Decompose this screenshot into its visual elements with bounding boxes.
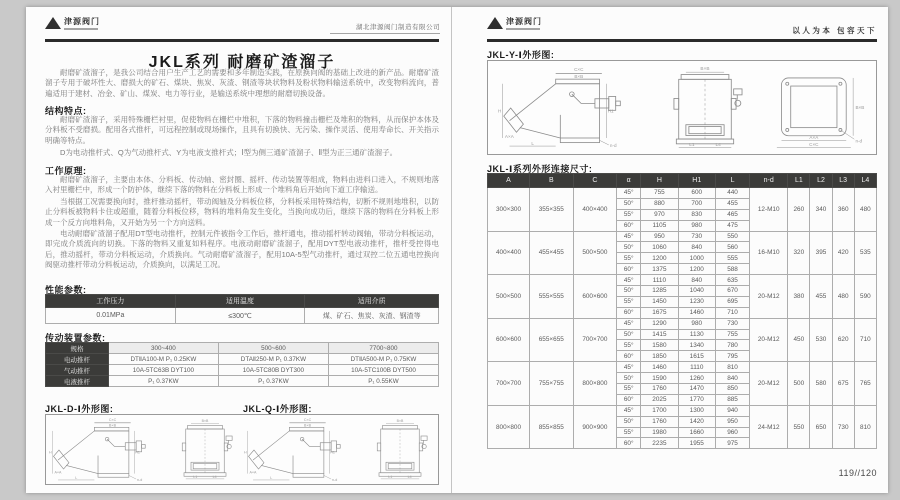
table-cell: 1110 [678,362,715,373]
company-name-block [266,22,440,34]
drawing-label-d: JKL-D-Ⅰ外形图: [45,404,114,414]
dimensions-table [487,173,877,449]
svg-text:L1: L1 [388,474,393,479]
table-header-cell: n-d [750,174,788,188]
chute-front-view-drawing [365,417,435,483]
performance-table [45,294,439,324]
table-cell: 650 [810,405,832,449]
table-header-cell: L4 [854,174,876,188]
perf-value-medium: 煤、矿石、焦炭、灰渣、钢渣等 [305,308,439,324]
table-cell: 900×900 [573,405,617,449]
table-header-cell: L3 [832,174,854,188]
table-cell: 730 [715,318,749,329]
table-cell: 535 [854,231,876,275]
table-cell: 16-M10 [750,231,788,275]
svg-text:L: L [75,475,78,480]
table-cell: DTⅡA500-M P₁ 0.75KW [328,354,438,365]
chute-side-view-drawing [244,417,362,483]
table-header-cell: B [530,174,574,188]
svg-text:B×B: B×B [303,422,311,427]
table-cell: 700×700 [488,362,530,406]
table-cell: 50° [617,373,641,384]
company-slogan: 以人为本 包容天下 [792,26,877,35]
table-cell: 670 [715,286,749,297]
table-cell: 50° [617,286,641,297]
table-cell: 60° [617,264,641,275]
table-cell: 55° [617,427,641,438]
table-cell: 1285 [641,286,678,297]
table-cell: 500~600 [218,343,328,354]
table-cell: 970 [641,209,678,220]
perf-header-temperature: 适用温度 [175,295,305,308]
svg-text:H: H [497,108,501,114]
table-cell: 475 [715,220,749,231]
principle-paragraph-3: 电动耐磨矿渣溜子配用DT型电动推杆，控制元件被指令工作后，推杆通电，推动摇杆转动阀轴，带动分料板运动，即完成介质流向的切换。下落的物料又重复如料程序。电液动耐磨矿渣溜子，配用DYT型电液动推杆，推杆受控得电后，推动摇杆，带动分料板运动，介质换向。气动耐磨矿渣溜子，配用10A-5型气动推杆，通过双控二位五通电控换向阀驱动推杆带动分料板运动，介质换向，以满足工况。 [45,229,439,269]
table-cell: 550 [715,231,749,242]
table-cell: 480 [854,188,876,232]
table-cell: 765 [854,362,876,406]
svg-text:C×C: C×C [303,417,311,422]
logo-triangle-icon [487,17,503,29]
svg-text:B×B: B×B [573,73,583,79]
section-heading-transmission: 传动装置参数: [45,333,106,343]
table-cell: 980 [678,318,715,329]
table-cell: 1260 [678,373,715,384]
table-cell: 880 [641,198,678,209]
table-cell: 45° [617,362,641,373]
svg-text:A×A: A×A [504,133,514,139]
svg-text:H1: H1 [135,450,141,455]
svg-text:L1: L1 [193,474,198,479]
table-cell: 60° [617,220,641,231]
table-cell: 1700 [641,405,678,416]
table-cell: 320 [788,231,810,275]
table-cell: 10A-5TC63B DYT100 [108,365,218,376]
table-cell: 620 [832,318,854,362]
table-cell: 600×600 [488,318,530,362]
table-header-cell: H [641,174,678,188]
table-cell: 360 [832,188,854,232]
company-subtext-line [330,33,440,35]
table-cell: 940 [715,405,749,416]
table-cell: 60° [617,438,641,449]
perf-value-temperature: ≤300℃ [175,308,305,324]
table-cell: 980 [678,220,715,231]
table-cell: 45° [617,318,641,329]
table-cell: 2025 [641,394,678,405]
table-cell: 755×755 [530,362,574,406]
logo-text: 津源阀门 [506,17,542,26]
principle-paragraph-1: 耐磨矿渣溜子，主要由本体、分料板、传动轴、密封圈、摇杆、传动装置等组成，物料由进料口进入，不规则地落入衬里栅栏中，形成一个防护体，继续下落的物料在分料板上形成一个堆料角后开始向下道工序输送。 [45,175,439,195]
table-header-cell: 规格 [46,343,109,354]
table-cell: 840 [715,373,749,384]
table-cell: 420 [832,231,854,275]
svg-text:H: H [49,450,52,455]
section-heading-principle: 工作原理: [45,166,87,176]
principle-paragraph-2: 当根据工况需要换向时，推杆推动摇杆，带动阀轴及分料板位移，分料板采用特殊结构，切断不规则地堆积，以防止分料板被物料卡住或超重，随着分料板位移，物料的堆料角发生变化，当换向成功后，继续下落的物料在分料板上形成一个反方向堆料角，又开始为另一个方向送料。 [45,197,439,227]
chute-front-view-drawing [170,417,240,483]
table-cell: 840 [678,242,715,253]
table-cell: 780 [715,340,749,351]
table-cell: 450 [788,318,810,362]
table-header-cell: 电液推杆 [46,376,109,387]
chute-front-view-q [365,417,435,483]
table-cell: 440 [715,188,749,199]
table-cell: DTAⅡ250-M P₁ 0.37KW [218,354,328,365]
table-cell: 950 [715,416,749,427]
table-cell: 555×555 [530,275,574,319]
table-cell: 700×700 [573,318,617,362]
table-cell: 635 [715,275,749,286]
table-cell: 50° [617,198,641,209]
table-header-cell: α [617,174,641,188]
table-cell: 395 [810,231,832,275]
table-cell: 960 [715,427,749,438]
chute-side-view-drawing [498,65,648,151]
svg-text:L4: L4 [715,142,721,148]
table-cell: 455 [715,198,749,209]
outline-drawings-left [45,414,439,485]
svg-text:n-d: n-d [609,142,617,148]
table-cell: 45° [617,275,641,286]
table-cell: 700 [678,198,715,209]
table-cell: 1375 [641,264,678,275]
svg-text:B×B: B×B [700,66,710,72]
svg-text:L: L [269,475,272,480]
table-cell: 1060 [641,242,678,253]
table-cell: 975 [715,438,749,449]
chute-side-view-y [498,65,648,151]
table-cell: 1300 [678,405,715,416]
flange-plan-drawing [763,65,867,151]
table-cell: 600 [678,188,715,199]
table-cell: 55° [617,209,641,220]
svg-text:A×A: A×A [249,470,256,475]
perf-value-pressure: 0.01MPa [46,308,176,324]
table-cell: 830 [678,209,715,220]
table-cell: 800×800 [488,405,530,449]
table-cell: 1980 [641,427,678,438]
table-cell: 810 [854,405,876,449]
table-cell: 480 [832,275,854,319]
section-heading-structure: 结构特点: [45,106,87,116]
table-cell: 10A-5TC100B DYT500 [328,365,438,376]
table-cell: 12-M10 [750,188,788,232]
svg-text:B×B: B×B [396,418,404,423]
table-cell: 1110 [641,275,678,286]
svg-text:C×C: C×C [573,66,583,72]
table-cell: 45° [617,405,641,416]
table-cell: 560 [715,242,749,253]
page-number: 119//120 [838,468,877,478]
table-cell: 400×400 [573,188,617,232]
table-cell: 580 [810,362,832,406]
chute-side-view-drawing [49,417,167,483]
table-cell: 500×500 [573,231,617,275]
svg-text:n-d: n-d [137,477,143,482]
page-title: JKL系列 耐磨矿渣溜子 [148,54,336,71]
table-cell: 550 [788,405,810,449]
page-spread [26,7,888,493]
table-cell: 50° [617,242,641,253]
table-cell: 2235 [641,438,678,449]
table-cell: 588 [715,264,749,275]
table-cell: 500 [788,362,810,406]
table-cell: 695 [715,296,749,307]
table-cell: 1590 [641,373,678,384]
table-cell: 500×500 [488,275,530,319]
svg-text:B×B: B×B [854,104,864,110]
page-divider [451,7,452,493]
table-cell: 840 [678,275,715,286]
table-cell: 1580 [641,340,678,351]
table-header-cell: 气动推杆 [46,365,109,376]
chute-front-view-y [657,65,753,151]
table-cell: 55° [617,384,641,395]
table-cell: 730 [832,405,854,449]
logo-subtext-line [506,28,540,30]
table-cell: 1615 [678,351,715,362]
table-cell: 1675 [641,307,678,318]
table-cell: 260 [788,188,810,232]
table-cell: P₁ 0.37KW [108,376,218,387]
table-header-cell: 电动推杆 [46,354,109,365]
table-cell: 340 [810,188,832,232]
table-cell: 810 [715,362,749,373]
table-cell: 1290 [641,318,678,329]
svg-text:B×B: B×B [109,422,117,427]
table-cell: 755 [715,329,749,340]
table-header-cell: L2 [810,174,832,188]
header-rule [45,39,439,42]
table-cell: 45° [617,231,641,242]
table-header-cell: A [488,174,530,188]
logo-triangle-icon [45,17,61,29]
svg-text:L: L [530,140,534,146]
svg-text:L4: L4 [213,474,217,479]
table-cell: 20-M12 [750,318,788,362]
table-cell: 60° [617,351,641,362]
svg-text:B×B: B×B [202,418,209,423]
table-cell: 45° [617,188,641,199]
table-cell: 795 [715,351,749,362]
table-cell: 710 [854,318,876,362]
table-cell: 10A-5TC80B DYT300 [218,365,328,376]
chute-front-view-drawing [657,65,753,151]
table-cell: 455 [810,275,832,319]
table-cell: 7700~800 [328,343,438,354]
table-cell: 55° [617,253,641,264]
table-cell: P₁ 0.55KW [328,376,438,387]
table-cell: 675 [832,362,854,406]
table-cell: 465 [715,209,749,220]
table-cell: 855×855 [530,405,574,449]
drawing-label-q: JKL-Q-Ⅰ外形图: [243,404,312,414]
table-cell: 1470 [678,384,715,395]
table-cell: 1200 [641,253,678,264]
table-cell: 1200 [678,264,715,275]
svg-text:C×C: C×C [109,417,117,422]
table-cell: 950 [641,231,678,242]
table-cell: 1340 [678,340,715,351]
svg-text:C×C: C×C [808,141,819,147]
svg-text:L4: L4 [407,474,412,479]
chute-side-view-d [49,417,167,483]
table-cell: 1000 [678,253,715,264]
header-rule [487,39,877,42]
table-cell: 1660 [678,427,715,438]
table-cell: 60° [617,307,641,318]
table-cell: 455×455 [530,231,574,275]
table-cell: 20-M12 [750,362,788,406]
logo-subtext-line [64,28,98,30]
table-cell: 1760 [641,416,678,427]
svg-text:n-d: n-d [331,477,337,482]
table-cell: 1415 [641,329,678,340]
table-cell: 710 [715,307,749,318]
table-cell: 60° [617,394,641,405]
svg-text:H1: H1 [329,450,335,455]
table-cell: 1130 [678,329,715,340]
intro-paragraph: 耐磨矿渣溜子，是我公司结合用户生产工艺的需要和多年制造实践，在原换向阀的基础上改进的新产品。耐磨矿渣溜子专用于破坏性大、磨损大的矿石、煤块、焦炭、灰渣、钢渣等块状物料及粉状物料输送系统中，改变物料流向，普遍适用于建材、冶金、矿山、煤炭、电力等行业，是输送系统中理想的耐磨切换设备。 [45,68,439,98]
outline-drawings-right [487,60,877,155]
table-header-cell: L [715,174,749,188]
transmission-table [45,342,439,387]
table-cell: 530 [810,318,832,362]
table-cell: 850 [715,384,749,395]
table-cell: 1040 [678,286,715,297]
table-cell: 590 [854,275,876,319]
svg-text:A×A: A×A [808,134,818,140]
svg-text:L1: L1 [689,142,695,148]
table-cell: 555 [715,253,749,264]
table-cell: P₁ 0.37KW [218,376,328,387]
table-cell: 1450 [641,296,678,307]
table-cell: 1760 [641,384,678,395]
table-header-cell: C [573,174,617,188]
svg-text:H: H [243,450,247,455]
perf-header-medium: 适用介质 [305,295,439,308]
chute-front-view-d [170,417,240,483]
company-logo-right [487,17,542,30]
table-cell: 50° [617,329,641,340]
logo-text: 津源阀门 [64,17,100,26]
table-cell: 400×400 [488,231,530,275]
table-cell: 50° [617,416,641,427]
table-cell: DTⅡA100-M P₁ 0.25KW [108,354,218,365]
table-cell: 24-M12 [750,405,788,449]
table-cell: 1230 [678,296,715,307]
table-cell: 1105 [641,220,678,231]
table-cell: 20-M12 [750,275,788,319]
section-heading-performance: 性能参数: [45,285,87,295]
svg-text:n-d: n-d [854,138,862,144]
chute-side-view-q [244,417,362,483]
table-cell: 300~400 [108,343,218,354]
company-logo [45,17,100,30]
table-cell: 300×300 [488,188,530,232]
table-cell: 800×800 [573,362,617,406]
company-name: 湖北津源阀门制造有限公司 [356,24,440,31]
structure-paragraph-2: D为电动推杆式、Q为气动推杆式、Y为电液支推杆式；Ⅰ型为侧三通矿渣溜子、Ⅱ型为正三通矿渣溜子。 [60,148,398,157]
table-cell: 1420 [678,416,715,427]
perf-header-pressure: 工作压力 [46,295,176,308]
table-cell: 55° [617,296,641,307]
structure-paragraph-1: 耐磨矿渣溜子，采用特殊栅栏衬里，促使物料在栅栏中堆积，下落的物料撞击栅栏及堆积的物料，从而保护本体及分料板不受磨损。配用各式推杆，可远程控制或现场操作，且具有切换快、无污染、操作灵活、使用寿命长、开关指示明确等特点。 [45,115,439,145]
table-cell: 1460 [678,307,715,318]
table-cell: 1460 [641,362,678,373]
table-cell: 55° [617,340,641,351]
drawing-label-y: JKL-Y-Ⅰ外形图: [487,50,555,60]
svg-text:A×A: A×A [54,470,62,475]
table-cell: 1770 [678,394,715,405]
flange-plan-view [763,65,867,151]
table-cell: 380 [788,275,810,319]
dimensions-table-label: JKL-Ⅰ系列外形连接尺寸: [487,164,593,174]
table-cell: 755 [641,188,678,199]
table-header-cell: L1 [788,174,810,188]
table-cell: 600×600 [573,275,617,319]
table-cell: 1955 [678,438,715,449]
table-cell: 1850 [641,351,678,362]
table-cell: 885 [715,394,749,405]
table-cell: 355×355 [530,188,574,232]
svg-text:H1: H1 [607,108,614,114]
table-header-cell: H1 [678,174,715,188]
table-cell: 730 [678,231,715,242]
table-cell: 655×655 [530,318,574,362]
